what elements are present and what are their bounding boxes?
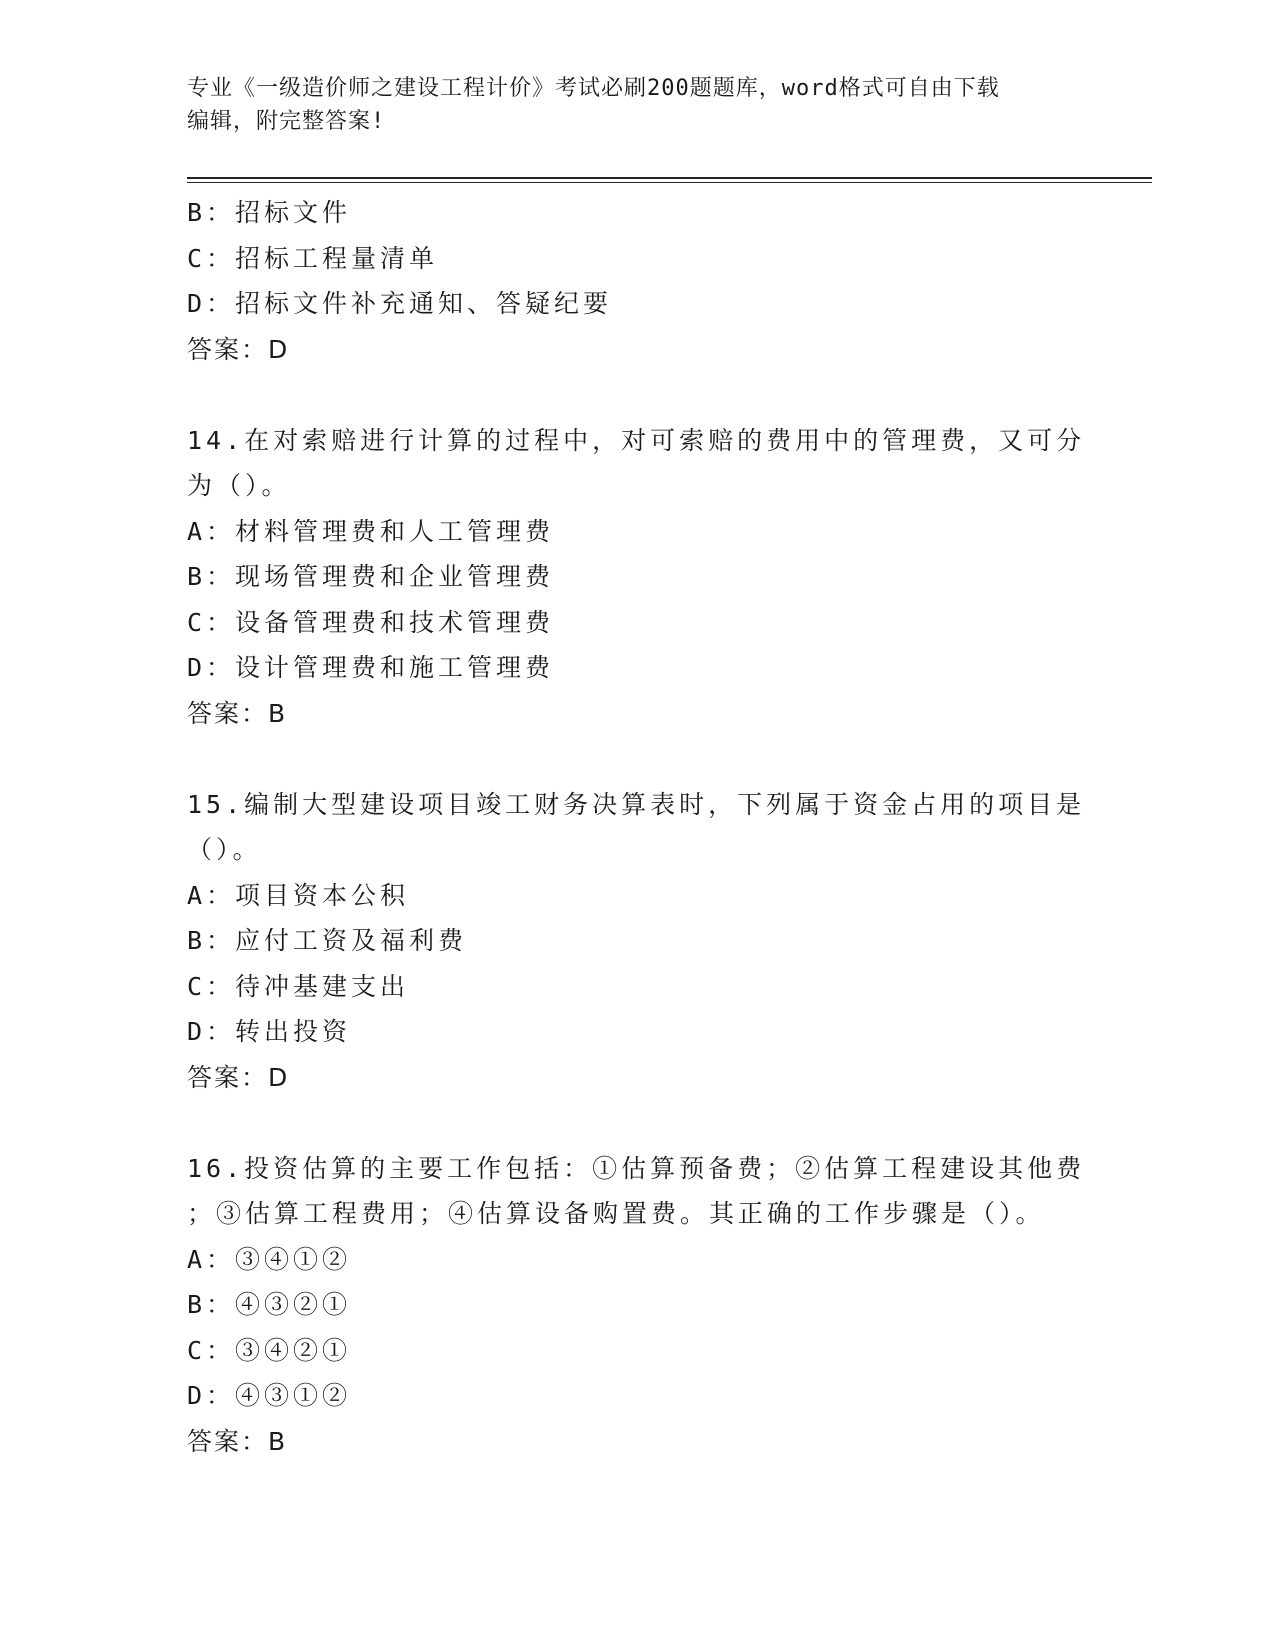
option-b: B：招标文件	[187, 198, 352, 227]
question-text-line-1: 15.编制大型建设项目竣工财务决算表时，下列属于资金占用的项目是	[187, 789, 1086, 819]
option-d: D：设计管理费和施工管理费	[187, 653, 555, 682]
question-13-continuation	[187, 190, 1087, 372]
question-text-line-2: ；③估算工程费用；④估算设备购置费。其正确的工作步骤是（）。	[187, 1199, 1045, 1228]
answer-line: 答案：B	[187, 1426, 288, 1456]
header-line-2: 编辑，附完整答案!	[187, 109, 386, 134]
question-text-line-1: 16.投资估算的主要工作包括：①估算预备费；②估算工程建设其他费	[187, 1153, 1086, 1183]
spacer	[187, 736, 1087, 782]
option-d: D：招标文件补充通知、答疑纪要	[187, 289, 613, 318]
header-divider-thick	[187, 177, 1152, 179]
question-15	[187, 782, 1087, 1101]
option-b: B：应付工资及福利费	[187, 926, 468, 955]
header-divider-thin	[187, 182, 1152, 183]
option-d: D：转出投资	[187, 1017, 352, 1046]
option-d: D：④③①②	[187, 1381, 352, 1410]
option-a: A：材料管理费和人工管理费	[187, 516, 555, 546]
option-c: C：③④②①	[187, 1335, 352, 1365]
question-text-line-1: 14.在对索赔进行计算的过程中，对可索赔的费用中的管理费，又可分	[187, 425, 1086, 455]
question-text-line-2: （）。	[187, 835, 262, 864]
answer-line: 答案：B	[187, 698, 288, 728]
header-line-1: 专业《一级造价师之建设工程计价》考试必刷200题题库，word格式可自由下载	[187, 76, 1000, 101]
option-c: C：招标工程量清单	[187, 243, 439, 273]
option-b: B：现场管理费和企业管理费	[187, 562, 555, 591]
option-c: C：设备管理费和技术管理费	[187, 607, 555, 637]
option-a: A：③④①②	[187, 1244, 352, 1274]
question-16	[187, 1146, 1087, 1465]
document-body	[187, 190, 1087, 1464]
option-b: B：④③②①	[187, 1290, 352, 1319]
document-header	[187, 72, 1067, 138]
answer-line: 答案：D	[187, 1062, 290, 1092]
spacer	[187, 372, 1087, 418]
question-text-line-2: 为（）。	[187, 471, 291, 500]
spacer	[187, 1100, 1087, 1146]
option-a: A：项目资本公积	[187, 880, 410, 910]
question-14	[187, 418, 1087, 737]
option-c: C：待冲基建支出	[187, 971, 410, 1001]
answer-line: 答案：D	[187, 334, 290, 364]
